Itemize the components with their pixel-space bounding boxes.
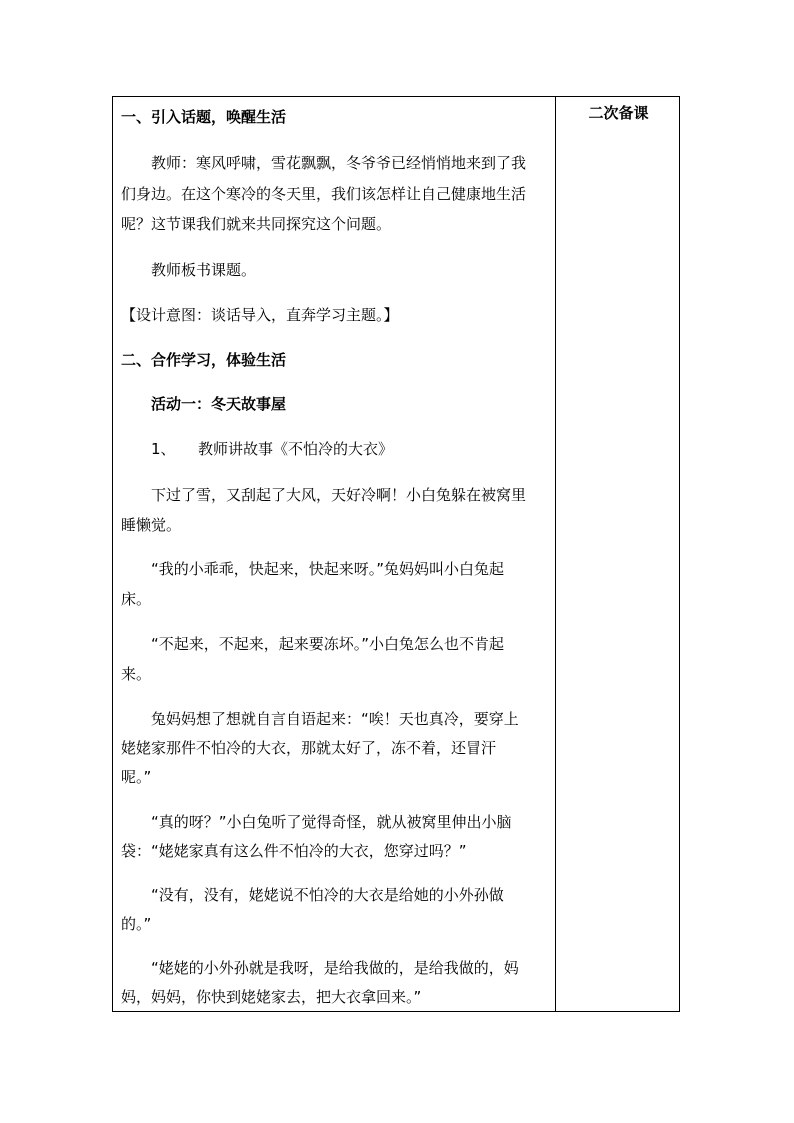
paragraph-line: “真的呀？”小白兔听了觉得奇怪，就从被窝里伸出小脑 — [121, 813, 512, 831]
paragraph-line: 妈，妈妈，你快到姥姥家去，把大衣拿回来。” — [121, 988, 422, 1006]
design-intent-note: 【设计意图：谈话导入，直奔学习主题。】 — [121, 306, 399, 324]
paragraph-line: 兔妈妈想了想就自言自语起来：“唉！天也真冷，要穿上 — [121, 710, 519, 728]
paragraph-line: 睡懒觉。 — [121, 516, 182, 534]
paragraph-line: 下过了雪，又刮起了大风，天好冷啊！小白兔躲在被窝里 — [121, 486, 527, 504]
paragraph-line: “没有，没有，姥姥说不怕冷的大衣是给她的小外孙做 — [121, 886, 504, 904]
paragraph-line: 袋：“姥姥家真有这么件不怕冷的大衣，您穿过吗？” — [121, 842, 467, 860]
paragraph-line: “我的小乖乖，快起来，快起来呀。”兔妈妈叫小白兔起 — [121, 560, 505, 578]
paragraph-line: 呢。” — [121, 768, 152, 786]
paragraph-line: 教师：寒风呼啸，雪花飘飘，冬爷爷已经悄悄地来到了我 — [121, 154, 527, 172]
paragraph-line: “不起来，不起来，起来要冻坏。”小白兔怎么也不肯起 — [121, 635, 505, 653]
paragraph-line: 来。 — [121, 665, 152, 683]
paragraph-line: 教师板书课题。 — [121, 261, 257, 279]
paragraph-line: 姥姥家那件不怕冷的大衣，那就太好了，冻不着，还冒汗 — [121, 739, 497, 757]
second-revision-title: 二次备课 — [588, 104, 649, 122]
paragraph-line: 们身边。在这个寒冷的冬天里，我们该怎样让自己健康地生活 — [121, 185, 527, 203]
paragraph-line: 床。 — [121, 590, 152, 608]
column-divider — [555, 97, 556, 1011]
list-item: 1、 教师讲故事《不怕冷的大衣》 — [121, 440, 394, 458]
section-heading-2: 二、合作学习，体验生活 — [121, 351, 287, 369]
section-heading-1: 一、引入话题，唤醒生活 — [121, 108, 287, 126]
paragraph-line: 呢？这节课我们就来共同探究这个问题。 — [121, 215, 392, 233]
paragraph-line: “姥姥的小外孙就是我呀，是给我做的，是给我做的，妈 — [121, 959, 519, 977]
lesson-plan-table — [112, 96, 680, 1012]
second-revision-cell — [556, 103, 681, 123]
paragraph-line: 的。” — [121, 915, 152, 933]
activity-heading: 活动一：冬天故事屋 — [121, 395, 287, 413]
